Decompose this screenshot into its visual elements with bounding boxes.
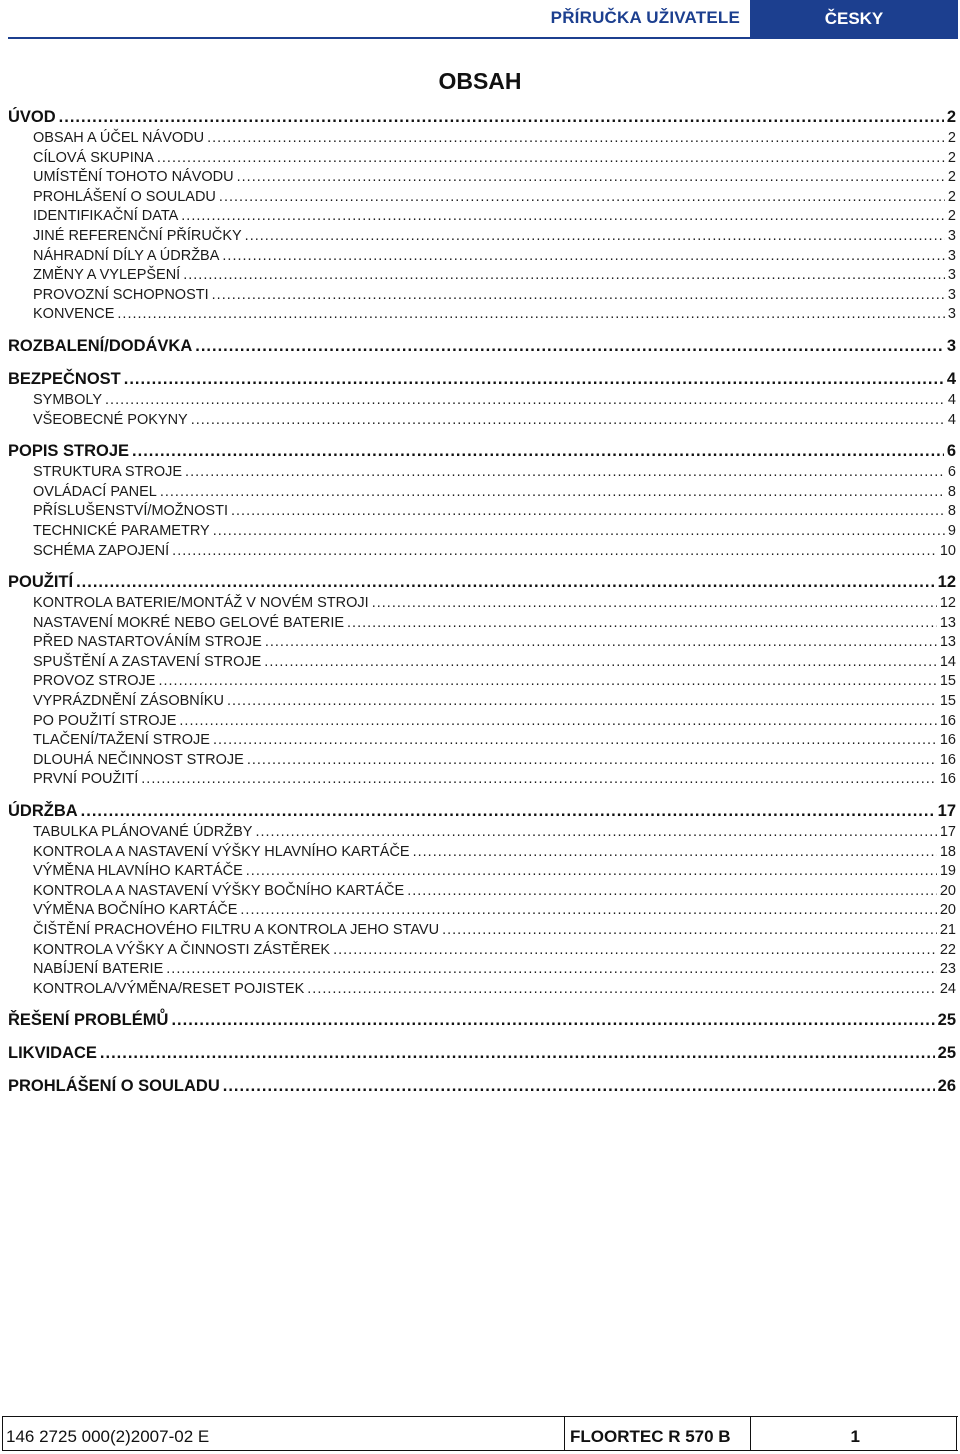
dot-leader [307, 981, 937, 997]
dot-leader [222, 248, 945, 264]
toc-entry-label: KONTROLA VÝŠKY A ČINNOSTI ZÁSTĚREK [33, 941, 331, 958]
toc-page-number: 3 [947, 306, 956, 323]
toc-subentry[interactable] [8, 732, 956, 752]
toc-entry-label: ÚDRŽBA [8, 802, 78, 821]
toc-entry-label: PŘED NASTARTOVÁNÍM STROJE [33, 634, 262, 651]
dot-leader [265, 634, 937, 650]
toc-page-number: 15 [939, 693, 956, 710]
toc-page-number: 3 [947, 227, 956, 244]
toc-subentry[interactable] [8, 287, 956, 307]
toc-page-number: 4 [946, 369, 956, 388]
dot-leader [240, 902, 936, 918]
toc-subentry[interactable] [8, 543, 956, 563]
toc-entry-label: VŠEOBECNÉ POKYNY [33, 411, 188, 428]
toc-entry-label: ŘEŠENÍ PROBLÉMŮ [8, 1011, 169, 1030]
toc-page-number: 12 [937, 573, 956, 592]
toc-subentry[interactable] [8, 844, 956, 864]
toc-entry-label: SCHÉMA ZAPOJENÍ [33, 542, 170, 559]
toc-section-heading[interactable] [8, 1011, 956, 1033]
toc-subentry[interactable] [8, 484, 956, 504]
toc-subentry[interactable] [8, 228, 956, 248]
dot-leader [158, 673, 936, 689]
toc-section-heading[interactable] [8, 442, 956, 464]
toc-page-number: 20 [939, 882, 956, 899]
toc-entry-label: OVLÁDACÍ PANEL [33, 483, 157, 500]
toc-section [8, 442, 956, 562]
toc-entry-label: TABULKA PLÁNOVANÉ ÚDRŽBY [33, 824, 253, 841]
toc-page-number: 26 [937, 1077, 956, 1096]
toc-page-number: 3 [947, 247, 956, 264]
toc-entry-label: VÝMĚNA HLAVNÍHO KARTÁČE [33, 863, 243, 880]
toc-entry-label: LIKVIDACE [8, 1044, 97, 1063]
header-rule [8, 37, 958, 39]
toc-entry-label: BEZPEČNOST [8, 369, 121, 388]
toc-page-number: 22 [939, 941, 956, 958]
toc-page-number: 20 [939, 902, 956, 919]
toc-subentry[interactable] [8, 922, 956, 942]
toc-entry-label: PROVOZNÍ SCHOPNOSTI [33, 286, 209, 303]
toc-subentry[interactable] [8, 961, 956, 981]
toc-subentry[interactable] [8, 883, 956, 903]
dot-leader [255, 824, 936, 840]
toc-subentry[interactable] [8, 189, 956, 209]
toc-section [8, 802, 956, 1000]
toc-section-heading[interactable] [8, 1077, 956, 1099]
toc-entry-label: KONVENCE [33, 306, 115, 323]
toc-section-heading[interactable] [8, 1044, 956, 1066]
toc-subentry[interactable] [8, 752, 956, 772]
toc-page-number: 19 [939, 863, 956, 880]
toc-entry-label: POPIS STROJE [8, 442, 130, 461]
dot-leader [247, 752, 937, 768]
footer-divider [750, 1416, 751, 1450]
dot-leader [213, 523, 945, 539]
toc-section-heading[interactable] [8, 802, 956, 824]
toc-entry-label: PO POUŽITÍ STROJE [33, 712, 177, 729]
toc-entry-label: KONTROLA A NASTAVENÍ VÝŠKY BOČNÍHO KARTÁČE [33, 882, 405, 899]
document-code: 146 2725 000(2)2007-02 E [6, 1427, 210, 1446]
toc-page-number: 21 [939, 922, 956, 938]
toc-entry-label: ROZBALENÍ/DODÁVKA [8, 336, 193, 355]
toc-entry-label: STRUKTURA STROJE [33, 464, 183, 481]
toc-subentry[interactable] [8, 464, 956, 484]
toc-entry-label: UMÍSTĚNÍ TOHOTO NÁVODU [33, 169, 234, 186]
toc-subentry[interactable] [8, 503, 956, 523]
footer-rule-bottom [2, 1450, 958, 1451]
toc-entry-label: JINÉ REFERENČNÍ PŘÍRUČKY [33, 227, 242, 244]
toc-subentry[interactable] [8, 824, 956, 844]
toc-page-number: 2 [947, 130, 956, 146]
toc-subentry[interactable] [8, 523, 956, 543]
toc-page-number: 2 [947, 208, 956, 225]
toc-subentry[interactable] [8, 267, 956, 287]
toc-section [8, 337, 956, 359]
toc-entry-label: IDENTIFIKAČNÍ DATA [33, 208, 179, 225]
dot-leader [223, 1077, 935, 1096]
toc-page-number: 4 [947, 391, 956, 408]
footer-divider [564, 1416, 565, 1450]
toc-page-number: 15 [939, 673, 956, 690]
toc-page-number: 25 [937, 1044, 956, 1063]
manual-title: PŘÍRUČKA UŽIVATELE [550, 8, 740, 27]
toc-page-number: 2 [946, 108, 956, 126]
toc-entry-label: TECHNICKÉ PARAMETRY [33, 522, 210, 539]
toc-subentry[interactable] [8, 392, 956, 412]
dot-leader [100, 1044, 935, 1063]
toc-subentry[interactable] [8, 595, 956, 615]
toc-entry-label: DLOUHÁ NEČINNOST STROJE [33, 751, 244, 768]
dot-leader [183, 267, 945, 283]
toc-page-number: 14 [939, 653, 956, 670]
toc-section [8, 573, 956, 791]
toc-page-number: 9 [947, 522, 956, 539]
toc-entry-label: KONTROLA A NASTAVENÍ VÝŠKY HLAVNÍHO KARTÁČE [33, 843, 410, 860]
toc-subentry[interactable] [8, 654, 956, 674]
toc-entry-label: NASTAVENÍ MOKRÉ NEBO GELOVÉ BATERIE [33, 614, 345, 631]
toc-subentry[interactable] [8, 634, 956, 654]
dot-leader [347, 615, 937, 631]
dot-leader [59, 108, 944, 127]
toc-entry-label: KONTROLA/VÝMĚNA/RESET POJISTEK [33, 980, 305, 997]
dot-leader [181, 208, 945, 224]
toc-page-number: 23 [939, 961, 956, 978]
toc-page-number: 16 [939, 771, 956, 788]
toc-entry-label: PŘÍSLUŠENSTVÍ/MOŽNOSTI [33, 503, 228, 520]
footer-divider [956, 1416, 957, 1450]
toc-section-heading[interactable] [8, 337, 956, 359]
toc-page-number: 16 [939, 732, 956, 749]
dot-leader [124, 370, 944, 389]
toc-entry-label: PROVOZ STROJE [33, 673, 156, 690]
toc-entry-label: PROHLÁŠENÍ O SOULADU [33, 188, 216, 205]
dot-leader [195, 337, 944, 356]
dot-leader [141, 771, 937, 787]
dot-leader [333, 942, 937, 958]
toc-page-number: 8 [947, 503, 956, 520]
toc-subentry[interactable] [8, 771, 956, 791]
toc-entry-label: ÚVOD [8, 108, 56, 126]
toc-section-heading[interactable] [8, 370, 956, 392]
toc-section [8, 108, 956, 326]
dot-leader [185, 464, 945, 480]
model-name: FLOORTEC R 570 B [570, 1427, 731, 1446]
dot-leader [245, 228, 945, 244]
toc-page-number: 18 [939, 843, 956, 860]
footer-divider [2, 1416, 3, 1450]
toc-subentry[interactable] [8, 169, 956, 189]
toc-page-number: 6 [947, 464, 956, 481]
toc-page-number: 3 [946, 336, 956, 355]
dot-leader [407, 883, 937, 899]
toc-subentry[interactable] [8, 130, 956, 150]
dot-leader [207, 130, 945, 146]
dot-leader [442, 922, 937, 938]
toc-page-number: 3 [947, 267, 956, 284]
dot-leader [246, 863, 937, 879]
toc-page-number: 12 [939, 595, 956, 612]
toc-section-heading[interactable] [8, 573, 956, 595]
dot-leader [227, 693, 937, 709]
toc-section [8, 1011, 956, 1033]
page-header [0, 0, 960, 40]
toc-section-heading[interactable] [8, 108, 956, 130]
toc-entry-label: PROHLÁŠENÍ O SOULADU [8, 1077, 220, 1096]
toc-entry-label: CÍLOVÁ SKUPINA [33, 149, 154, 166]
toc-section [8, 1044, 956, 1066]
page-title: OBSAH [438, 68, 522, 94]
toc-subentry[interactable] [8, 902, 956, 922]
toc-subentry[interactable] [8, 673, 956, 693]
toc-page-number: 16 [939, 712, 956, 729]
dot-leader [171, 1011, 934, 1030]
dot-leader [172, 543, 937, 559]
dot-leader [132, 442, 944, 461]
dot-leader [237, 169, 945, 185]
toc-entry-label: SYMBOLY [33, 391, 103, 408]
toc-page-number: 24 [939, 980, 956, 997]
toc-page-number: 4 [947, 411, 956, 428]
dot-leader [105, 392, 945, 408]
toc-page-number: 17 [939, 824, 956, 841]
toc-subentry[interactable] [8, 863, 956, 883]
toc-page-number: 6 [946, 442, 956, 461]
toc-subentry[interactable] [8, 306, 956, 326]
toc-subentry[interactable] [8, 208, 956, 228]
dot-leader [166, 961, 937, 977]
toc-entry-label: PRVNÍ POUŽITÍ [33, 771, 139, 788]
toc-entry-label: KONTROLA BATERIE/MONTÁŽ V NOVÉM STROJI [33, 595, 369, 612]
dot-leader [213, 732, 937, 748]
page-footer [0, 1412, 960, 1454]
toc-page-number: 3 [947, 286, 956, 303]
toc-entry-label: POUŽITÍ [8, 573, 74, 592]
dot-leader [76, 573, 935, 592]
dot-leader [157, 150, 945, 166]
dot-leader [179, 713, 936, 729]
toc-page-number: 10 [939, 542, 956, 559]
dot-leader [231, 503, 945, 519]
toc-subentry[interactable] [8, 942, 956, 962]
dot-leader [212, 287, 945, 303]
toc-subentry[interactable] [8, 981, 956, 1001]
dot-leader [191, 412, 945, 428]
dot-leader [81, 802, 935, 821]
toc-entry-label: ČIŠTĚNÍ PRACHOVÉHO FILTRU A KONTROLA JEHO STAVU [33, 922, 440, 938]
toc-page-number: 13 [939, 614, 956, 631]
toc-subentry[interactable] [8, 713, 956, 733]
toc-subentry[interactable] [8, 150, 956, 170]
toc-entry-label: ZMĚNY A VYLEPŠENÍ [33, 267, 181, 284]
toc-subentry[interactable] [8, 693, 956, 713]
toc-entry-label: TLAČENÍ/TAŽENÍ STROJE [33, 732, 210, 749]
dot-leader [117, 306, 945, 322]
page-number: 1 [850, 1427, 860, 1446]
toc-page-number: 8 [947, 483, 956, 500]
toc-entry-label: NABÍJENÍ BATERIE [33, 961, 164, 978]
toc-page-number: 2 [947, 169, 956, 186]
toc-entry-label: VÝMĚNA BOČNÍHO KARTÁČE [33, 902, 238, 919]
dot-leader [160, 484, 945, 500]
footer-rule-top [2, 1416, 958, 1417]
dot-leader [264, 654, 937, 670]
toc-page-number: 13 [939, 634, 956, 651]
table-of-contents [8, 108, 956, 1110]
toc-entry-label: NÁHRADNÍ DÍLY A ÚDRŽBA [33, 247, 220, 264]
toc-page-number: 2 [947, 149, 956, 166]
toc-page-number: 16 [939, 751, 956, 768]
toc-entry-label: VYPRÁZDNĚNÍ ZÁSOBNÍKU [33, 693, 224, 710]
toc-entry-label: SPUŠTĚNÍ A ZASTAVENÍ STROJE [33, 653, 262, 670]
toc-page-number: 2 [947, 188, 956, 205]
toc-page-number: 25 [937, 1011, 956, 1030]
language-badge: ČESKY [750, 0, 958, 37]
toc-section [8, 1077, 956, 1099]
toc-entry-label: OBSAH A ÚČEL NÁVODU [33, 130, 205, 146]
toc-subentry[interactable] [8, 615, 956, 635]
toc-subentry[interactable] [8, 248, 956, 268]
dot-leader [372, 595, 937, 611]
dot-leader [413, 844, 937, 860]
toc-subentry[interactable] [8, 412, 956, 432]
toc-page-number: 17 [937, 802, 956, 821]
toc-section [8, 370, 956, 431]
dot-leader [219, 189, 945, 205]
